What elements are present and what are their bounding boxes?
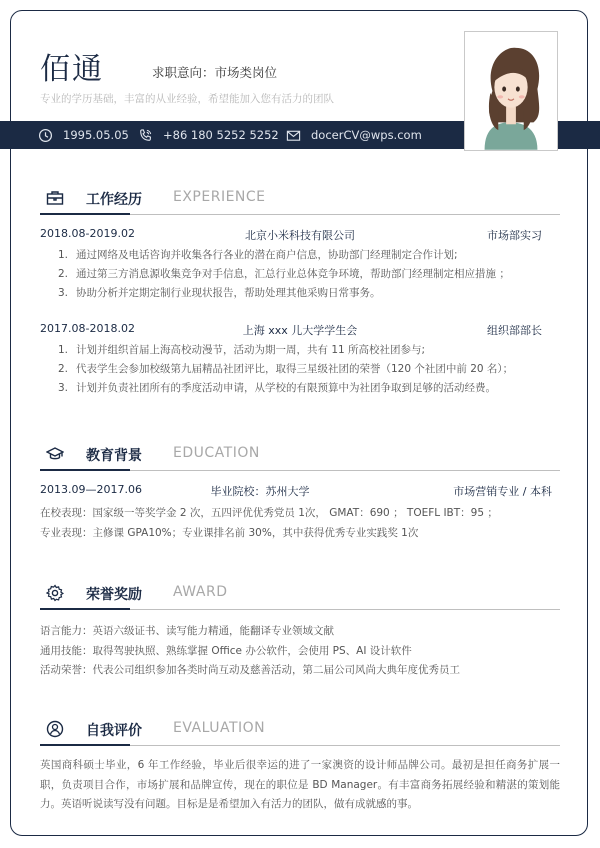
education-entry — [40, 483, 560, 543]
education-line: 在校表现：国家级一等奖学金 2 次，五四评优优秀党员 1次， GMAT：690 ； TOEFL IBT：95 ； — [40, 507, 498, 519]
mail-icon — [286, 128, 301, 143]
evaluation-header — [40, 715, 560, 743]
job-entry — [40, 322, 560, 398]
award-line: 活动荣誉：代表公司组织参加各类时尚互动及慈善活动，第二届公司风尚大典年度优秀员工 — [40, 664, 460, 676]
section-divider — [40, 470, 560, 471]
list-item: 2. 通过第三方消息源收集竞争对手信息，汇总行业总体竞争环境，帮助部门经理制定相应措施 ； — [58, 268, 510, 280]
job-date: 2018.08-2019.02 — [40, 227, 135, 240]
phone-text: +86 180 5252 5252 — [163, 128, 279, 142]
section-divider — [40, 609, 560, 610]
evaluation-text: 英国商科硕士毕业，6 年工作经验，毕业后很幸运的进了一家澳资的设计师品牌公司。最初是担任商务扩展一职，负责项目合作，市场扩展和品牌宣传，现在的职位是 BD Manager。有丰富商务拓展经验和精湛的策划能力。英语听说读写没有问题。目标是是希望加入有活力的团队，做有成就感的事。 — [40, 759, 560, 810]
list-item: 1. 计划并组织首届上海高校动漫节，活动为期一周，共有 11 所高校社团参与; — [58, 344, 426, 356]
job-header — [40, 322, 560, 338]
section-divider — [40, 214, 560, 215]
experience-title-en: EXPERIENCE — [173, 189, 266, 205]
award-line: 通用技能：取得驾驶执照、熟练掌握 Office 办公软件，会使用 PS、AI 设计软件 — [40, 644, 412, 657]
education-title-en: EDUCATION — [173, 445, 260, 461]
job-role: 组织部部长 — [487, 324, 542, 337]
education-section — [40, 440, 560, 468]
education-title: 教育背景 — [86, 448, 142, 464]
job-date: 2017.08-2018.02 — [40, 322, 135, 335]
phone-icon — [138, 128, 153, 143]
clock-icon — [38, 128, 53, 143]
education-date: 2013.09—2017.06 — [40, 483, 142, 496]
job-org: 上海 xxx 儿大学学生会 — [242, 324, 358, 337]
award-line: 语言能力：英语六级证书、读写能力精通，能翻译专业领域文献 — [40, 625, 334, 637]
award-header — [40, 579, 560, 607]
education-line: 专业表现：主修课 GPA10%；专业课排名前 30%，其中获得优秀专业实践奖 1次 — [40, 526, 419, 539]
list-item: 1. 通过网络及电话咨询并收集各行各业的潜在商户信息，协助部门经理制定合作计划; — [58, 249, 458, 261]
job-entry — [40, 227, 560, 303]
education-school: 毕业院校：苏州大学 — [210, 485, 310, 498]
job-org: 北京小米科技有限公司 — [245, 229, 355, 242]
briefcase-icon — [46, 189, 64, 207]
candidate-name: 佰通 — [40, 52, 104, 87]
experience-section — [40, 184, 560, 212]
education-header-row — [40, 483, 560, 499]
profile-photo — [464, 31, 558, 151]
evaluation-title: 自我评价 — [86, 723, 142, 739]
job-header — [40, 227, 560, 243]
avatar-illustration — [465, 32, 557, 150]
award-list — [40, 622, 560, 681]
graduation-cap-icon — [46, 445, 64, 463]
contact-birthday — [38, 127, 129, 143]
education-major: 市场营销专业 / 本科 — [453, 485, 552, 498]
email-text: docerCV@wps.com — [311, 128, 422, 142]
contact-email — [286, 127, 422, 143]
job-intent: 求职意向：市场类岗位 — [152, 65, 278, 80]
evaluation-title-en: EVALUATION — [173, 720, 266, 736]
list-item: 2. 代表学生会参加校级第九届精品社团评比，取得三星级社团的荣誉（120 个社团中前 20 名）； — [58, 363, 514, 375]
section-divider — [40, 745, 560, 746]
evaluation-section — [40, 715, 560, 743]
list-item: 3. 计划并负责社团所有的季度活动申请，从学校的有限预算中为社团争取到足够的活动经费。 — [58, 382, 496, 394]
list-item: 3. 协助分析并定期定制行业现状报告，帮助处理其他采购日常事务。 — [58, 287, 381, 299]
experience-title: 工作经历 — [86, 192, 142, 208]
tagline: 专业的学历基础，丰富的从业经验，希望能加入您有活力的团队 — [40, 93, 334, 105]
birthday-text: 1995.05.05 — [63, 128, 129, 142]
job-duties — [40, 246, 560, 303]
contact-phone — [138, 127, 279, 143]
experience-header — [40, 184, 560, 212]
job-role: 市场部实习 — [487, 229, 542, 242]
award-title-en: AWARD — [173, 584, 228, 600]
award-section — [40, 579, 560, 607]
gear-icon — [46, 584, 64, 602]
education-header — [40, 440, 560, 468]
job-duties — [40, 341, 560, 398]
person-icon — [46, 720, 64, 738]
award-title: 荣誉奖励 — [86, 587, 142, 603]
